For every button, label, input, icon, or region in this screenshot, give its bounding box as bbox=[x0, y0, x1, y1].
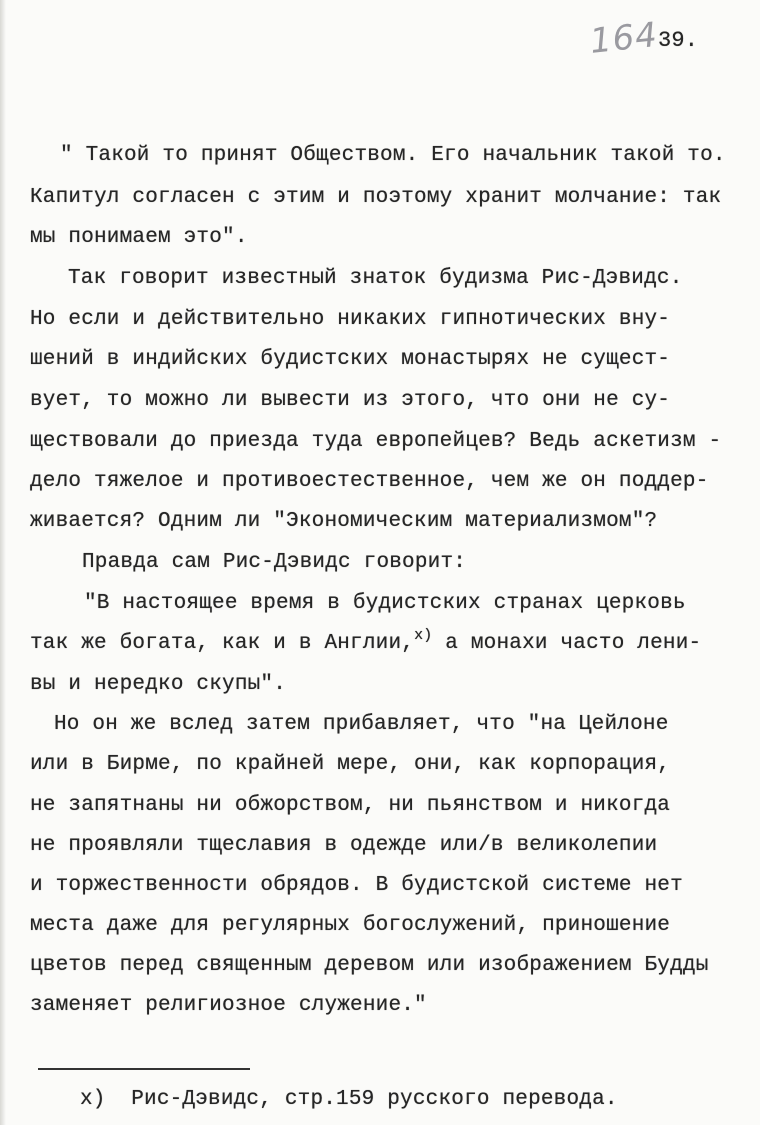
handwritten-page-number: 164 bbox=[588, 14, 660, 62]
body-line-22: заменяет религиозное служение." bbox=[30, 994, 427, 1017]
body-line-8: ществовали до приезда туда европейцев? Ведь аскетизм - bbox=[30, 430, 722, 453]
body-line-7: вует, то можно ли вывести из этого, что они не су- bbox=[30, 389, 671, 412]
body-line-11: Правда сам Рис-Дэвидс говорит: bbox=[82, 551, 467, 574]
footnote bbox=[80, 1088, 618, 1111]
footnote-mark: x) bbox=[80, 1088, 106, 1111]
body-line-16: или в Бирме, по крайней мере, они, как корпорация, bbox=[30, 753, 671, 776]
body-line-14: вы и нередко скупы". bbox=[30, 673, 287, 696]
body-line-21: цветов перед священным деревом или изображением Будды bbox=[30, 954, 709, 977]
body-line-5: Но если и действительно никаких гипнотических вну- bbox=[30, 308, 671, 331]
body-line-4: Так говорит известный знаток будизма Рис-Дэвидс. bbox=[68, 267, 683, 290]
body-line-20: места даже для регулярных богослужений, приношение bbox=[30, 914, 671, 937]
body-line-19: и торжественности обрядов. В будистской системе нет bbox=[30, 874, 683, 897]
body-line-18: не проявляли тщеславия в одежде или/в великолепии bbox=[30, 834, 658, 857]
footnote-reference-mark: x) bbox=[414, 627, 433, 644]
body-line-13 bbox=[30, 627, 702, 655]
body-line-2: Капитул согласен с этим и поэтому хранит молчание: так bbox=[30, 186, 722, 209]
page-number: 39. bbox=[658, 28, 699, 53]
scan-edge-shadow bbox=[0, 0, 6, 1125]
body-line-10: живается? Одним ли "Экономическим материализмом"? bbox=[30, 510, 658, 533]
body-line-17: не запятнаны ни обжорством, ни пьянством и никогда bbox=[30, 794, 671, 817]
body-line-3: мы понимаем это". bbox=[30, 226, 248, 249]
body-line-13-text: так же богата, как и в Англии, bbox=[30, 632, 415, 655]
body-line-13-tail: а монахи часто лени- bbox=[445, 632, 702, 655]
body-line-1: " Такой то принят Обществом. Его начальник такой то. bbox=[60, 144, 726, 167]
footnote-separator bbox=[38, 1068, 250, 1070]
body-line-9: дело тяжелое и противоестественное, чем же он поддер- bbox=[30, 470, 709, 493]
footnote-text: Рис-Дэвидс, стр.159 русского перевода. bbox=[131, 1088, 618, 1111]
body-line-12: "В настоящее время в будистских странах церковь bbox=[84, 592, 686, 615]
body-line-15: Но он же вслед затем прибавляет, что "на Цейлоне bbox=[54, 713, 669, 736]
body-line-6: шений в индийских будистских монастырях не сущест- bbox=[30, 348, 671, 371]
